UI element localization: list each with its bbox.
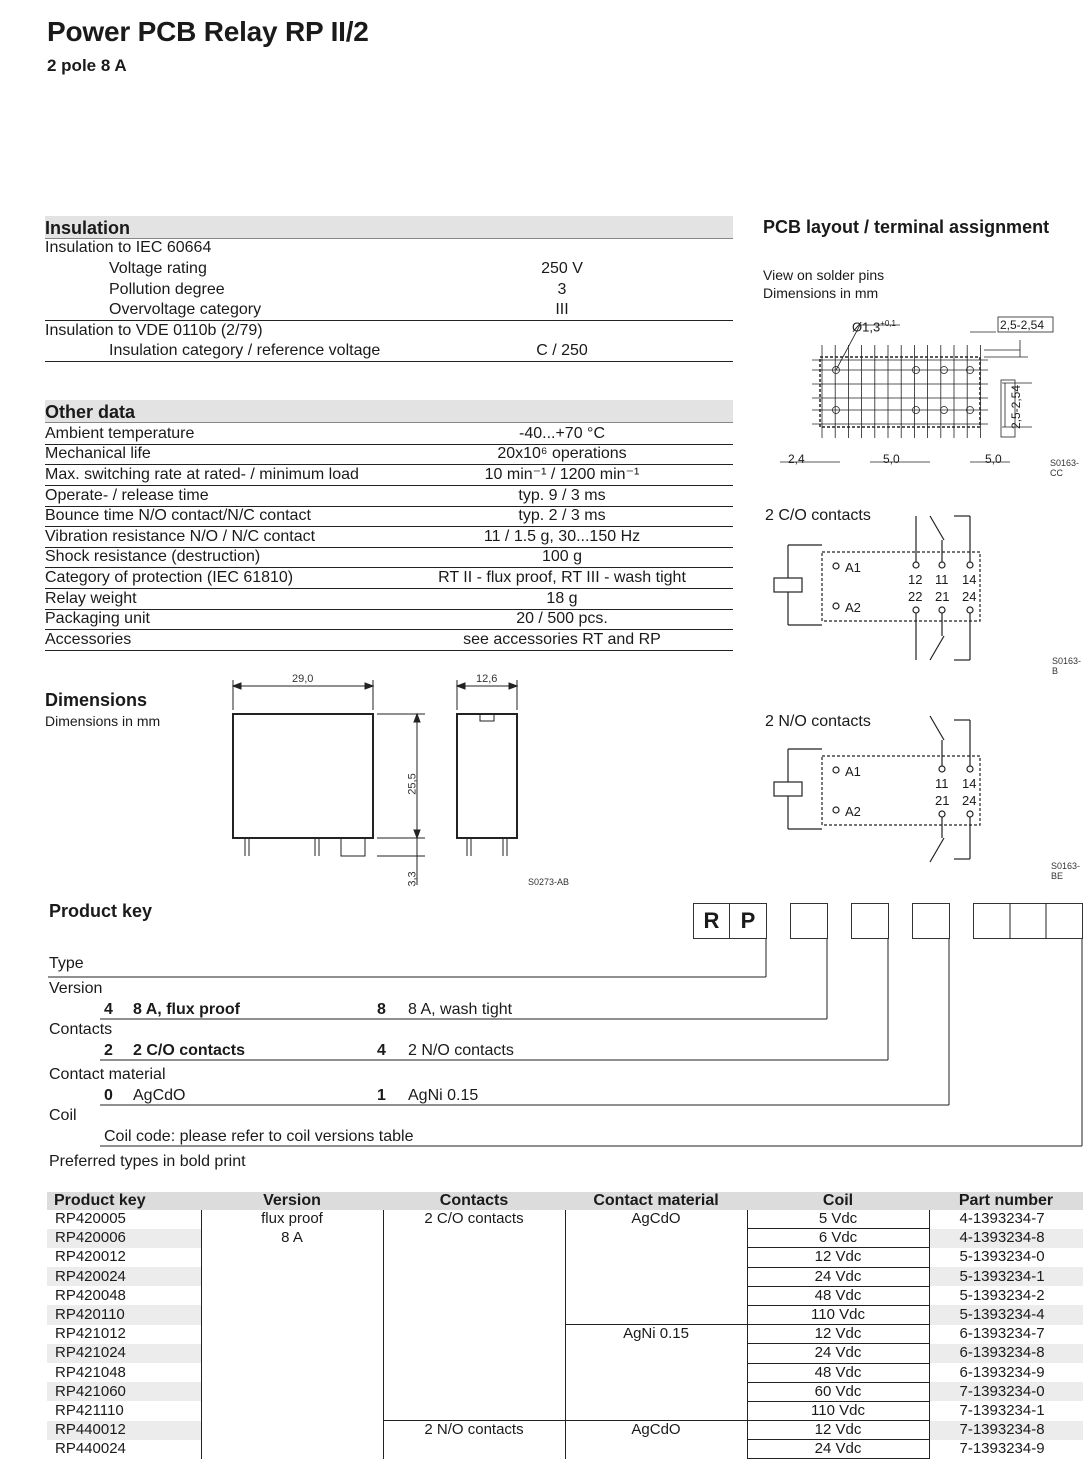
row-value: typ. 9 / 3 ms [518,487,606,504]
row-label: Vibration resistance N/O / N/C contact [45,528,316,545]
product-key-cell: RP421110 [55,1401,124,1419]
product-key-cell: RP421060 [47,1382,201,1401]
product-table [47,1192,1083,1459]
coil-cell: 5 Vdc [747,1210,929,1229]
row-label: Shock resistance (destruction) [45,548,261,565]
contacts-cell [383,1229,565,1248]
coil-cell: 110 Vdc [747,1401,929,1420]
table-row [47,1421,1083,1440]
row-value: -40...+70 °C [519,425,605,442]
col-contact-material: Contact material [565,1192,747,1210]
col-product-key: Product key [47,1192,201,1210]
grid-dim: 2,5-2,54 [1000,318,1045,332]
dimensions-code: S0273-AB [528,877,570,887]
material-cell [565,1344,747,1363]
product-key-cell: RP420012 [55,1248,126,1266]
version-cell: flux proof [201,1210,383,1229]
co-pin-21: 21 [935,589,950,604]
dimensions-heading: Dimensions [45,690,148,710]
pk-m0-code: 0 [104,1087,113,1104]
contacts-cell [383,1305,565,1324]
coil-cell: 110 Vdc [747,1305,929,1324]
no-a1: A1 [845,764,861,779]
hole-dim: $Ø1,3^{+0,1}$ [852,319,896,335]
part-number-cell: 6-1393234-8 [929,1344,1083,1363]
col-part-number: Part number [929,1192,1083,1210]
table-row [47,1267,1083,1286]
material-cell: AgCdO [565,1421,747,1440]
part-number-cell: 6-1393234-7 [959,1325,1045,1343]
co-pin-11: 11 [935,572,949,587]
coil-cell: 60 Vdc [747,1382,929,1401]
row-value: 100 g [541,548,583,565]
row-value: see accessories RT and RP [463,631,661,648]
material-cell [565,1286,747,1305]
co-pin-24: 24 [962,589,977,604]
pcb-code: S0163-CC [1050,458,1080,478]
row-value: 250 V [541,260,583,277]
product-key-cell: RP420005 [55,1210,126,1228]
material-cell [565,1248,747,1267]
col-contacts: Contacts [383,1192,565,1210]
pk-v4-code: 4 [104,1001,113,1018]
pk-coil: Coil [49,1107,77,1124]
pk-m1-text: AgNi 0.15 [408,1087,479,1104]
contacts-cell [383,1267,565,1286]
material-cell [565,1401,747,1420]
row-label: Overvoltage category [109,301,262,318]
product-key-cell: RP440012 [47,1421,201,1440]
product-key-cell: RP420048 [55,1286,126,1304]
contacts-cell [383,1382,565,1401]
product-key-cell: RP440024 [55,1440,126,1458]
col-version: Version [201,1192,383,1210]
row-label: Category of protection (IEC 61810) [45,569,294,586]
pk-c2-code: 2 [104,1042,113,1059]
row-label: Mechanical life [45,445,151,462]
product-key-cell: RP421012 [55,1325,126,1343]
co-code: S0163-B [1052,656,1082,676]
co-pin-14: 14 [962,572,977,587]
row-value: 20x10⁶ operations [497,445,627,462]
coil-cell: 24 Vdc [747,1440,929,1459]
row-value: 20 / 500 pcs. [516,610,608,627]
row-label: Bounce time N/O contact/N/C contact [45,507,311,524]
version-cell [201,1421,383,1440]
contacts-cell: 2 C/O contacts [383,1210,565,1229]
co-pin-22: 22 [908,589,923,604]
contacts-cell [383,1248,565,1267]
row-value: C / 250 [536,342,588,359]
pk-m0-text: AgCdO [133,1087,186,1104]
part-number-cell: 7-1393234-8 [929,1421,1083,1440]
part-number-cell: 4-1393234-8 [929,1229,1083,1248]
coil-cell: 48 Vdc [747,1363,929,1382]
row-value: III [555,301,569,318]
product-key-cell: RP420006 [47,1229,201,1248]
col-coil: Coil [747,1192,929,1210]
coil-cell: 24 Vdc [747,1344,929,1363]
material-cell [565,1267,747,1286]
product-key-cell: RP421024 [47,1344,201,1363]
table-row [47,1286,1083,1305]
table-row [47,1248,1083,1267]
width-dim: 29,0 [292,673,314,685]
pk-v4-text: 8 A, flux proof [133,1001,240,1018]
coil-cell: 12 Vdc [747,1421,929,1440]
material-cell: AgCdO [565,1210,747,1229]
pk-c4-code: 4 [377,1042,386,1059]
contacts-cell [383,1325,565,1344]
other-data-heading: Other data [45,400,733,423]
dim-5-0-a: 5,0 [883,452,900,466]
row-value: typ. 2 / 3 ms [518,507,606,524]
material-cell [565,1305,747,1324]
pk-v8-text: 8 A, wash tight [408,1001,513,1018]
part-number-cell: 7-1393234-0 [929,1382,1083,1401]
version-cell [201,1344,383,1363]
table-row [47,1229,1083,1248]
product-key-cell: RP421048 [55,1363,126,1381]
version-cell [201,1325,383,1344]
version-cell [201,1286,383,1305]
version-cell [201,1401,383,1420]
dimensions-subtitle: Dimensions in mm [45,713,161,729]
row-label: Voltage rating [109,260,207,277]
material-cell: AgNi 0.15 [565,1325,747,1344]
part-number-cell: 4-1393234-7 [959,1210,1045,1228]
row-value: 11 / 1.5 g, 30...150 Hz [483,528,641,545]
version-cell [201,1363,383,1382]
table-row [47,1363,1083,1382]
table-row [47,1210,1083,1229]
pcb-heading: PCB layout / terminal assignment [763,217,1050,237]
product-key-cell: RP420110 [47,1305,201,1324]
table-row [47,1440,1083,1459]
co-a1: A1 [845,560,861,575]
page-title: Power PCB Relay RP II/2 [47,16,369,47]
row-label: Packaging unit [45,610,150,627]
height-dim: 25,5 [406,773,419,795]
pk-contacts: Contacts [49,1021,113,1038]
pk-c4-text: 2 N/O contacts [408,1042,514,1059]
row-label: Insulation category / reference voltage [109,342,381,359]
co-pin-12: 12 [908,572,923,587]
table-row [47,1382,1083,1401]
pcb-note-2: Dimensions in mm [763,285,879,301]
coil-cell: 48 Vdc [747,1286,929,1305]
contacts-cell [383,1401,565,1420]
table-header-row [47,1192,1083,1210]
product-key-cell: RP420024 [47,1267,201,1286]
pk-preferred: Preferred types in bold print [49,1153,246,1170]
row-value: 3 [557,281,567,298]
pin-dim: 3,3 [406,871,419,887]
contacts-cell [383,1363,565,1382]
part-number-cell: 6-1393234-9 [959,1363,1045,1381]
contacts-cell [383,1440,565,1459]
row-label: Max. switching rate at rated- / minimum load [45,466,359,483]
table-row [47,1305,1083,1324]
row-label: Pollution degree [109,281,225,298]
pk-m1-code: 1 [377,1087,386,1104]
row-value: 18 g [546,590,578,607]
depth-dim: 12,6 [476,673,498,685]
row-label: Operate- / release time [45,487,209,504]
row-label: Accessories [45,631,132,648]
pk-coil-text: Coil code: please refer to coil versions table [104,1128,414,1145]
key-letter-r: R [693,903,730,939]
co-a2: A2 [845,600,861,615]
material-cell [565,1229,747,1248]
pk-version: Version [49,980,103,997]
no-a2: A2 [845,804,861,819]
pk-c2-text: 2 C/O contacts [133,1042,246,1059]
table-row [47,1401,1083,1420]
row-label: Insulation to IEC 60664 [45,239,212,256]
contacts-cell [383,1286,565,1305]
product-key-heading: Product key [49,901,153,921]
table-row [47,1325,1083,1344]
version-cell [201,1440,383,1459]
version-cell [201,1267,383,1286]
pcb-note-1: View on solder pins [763,267,885,283]
co-label: 2 C/O contacts [765,507,871,524]
dim-5-0-b: 5,0 [985,452,1002,466]
part-number-cell: 7-1393234-1 [959,1401,1045,1419]
contacts-cell [383,1344,565,1363]
material-cell [565,1363,747,1382]
version-cell [201,1382,383,1401]
no-label: 2 N/O contacts [765,713,871,730]
dim-2-4: 2,4 [788,452,805,466]
material-cell [565,1440,747,1459]
version-cell [201,1305,383,1324]
coil-cell: 12 Vdc [747,1248,929,1267]
coil-cell: 24 Vdc [747,1267,929,1286]
no-pin-11: 11 [935,776,949,791]
grid-dim-vertical: 2,5-2,54 [1009,384,1024,430]
row-label: Insulation to VDE 0110b (2/79) [45,322,263,339]
part-number-cell: 5-1393234-1 [929,1267,1083,1286]
row-label: Ambient temperature [45,425,195,442]
no-pin-14: 14 [962,776,977,791]
material-cell [565,1382,747,1401]
key-letter-p: P [729,903,767,939]
row-value: RT II - flux proof, RT III - wash tight [438,569,686,586]
no-code: S0163-BE [1051,861,1081,881]
part-number-cell: 5-1393234-2 [959,1286,1045,1304]
version-cell: 8 A [201,1229,383,1248]
page-subtitle: 2 pole 8 A [47,56,127,75]
part-number-cell: 5-1393234-4 [929,1305,1083,1324]
row-label: Relay weight [45,590,137,607]
part-number-cell: 5-1393234-0 [959,1248,1045,1266]
pk-material: Contact material [49,1066,166,1083]
contacts-cell: 2 N/O contacts [383,1421,565,1440]
row-value: 10 min⁻¹ / 1200 min⁻¹ [484,466,640,483]
coil-cell: 6 Vdc [747,1229,929,1248]
part-number-cell: 7-1393234-9 [959,1440,1045,1458]
no-pin-24: 24 [962,793,977,808]
table-row [47,1344,1083,1363]
no-pin-21: 21 [935,793,950,808]
pk-v8-code: 8 [377,1001,386,1018]
insulation-heading: Insulation [45,216,733,239]
coil-cell: 12 Vdc [747,1325,929,1344]
pk-type: Type [49,955,84,972]
version-cell [201,1248,383,1267]
